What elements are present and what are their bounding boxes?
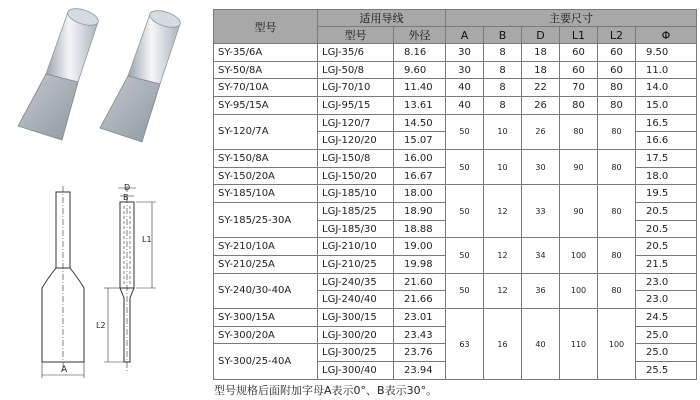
phi-cell: 16.5 [636,114,697,132]
dim-label-b: B [123,193,129,202]
dim-label-d: D [124,183,131,192]
model-cell: SY-185/25-30A [214,203,318,238]
dim-d-cell: 18 [522,44,560,62]
dim-l1-cell: 100 [560,238,598,273]
outer-diameter-cell: 23.76 [394,344,446,362]
dim-label-a: A [61,365,68,375]
dim-a-cell: 50 [446,238,484,273]
conductor-model-cell: LGJ-185/25 [318,203,394,221]
dim-b-cell: 12 [484,185,522,238]
dim-b-cell: 8 [484,61,522,79]
dim-b-cell: 12 [484,273,522,308]
dim-a-cell: 50 [446,150,484,185]
model-cell: SY-150/8A [214,150,318,168]
dim-l2-cell: 80 [598,97,636,115]
table-row [214,238,697,256]
model-cell: SY-300/15A [214,309,318,327]
header-model: 型号 [214,10,318,44]
dim-d-cell: 30 [522,150,560,185]
phi-cell: 20.5 [636,203,697,221]
model-cell: SY-300/25-40A [214,344,318,380]
conductor-model-cell: LGJ-95/15 [318,97,394,115]
phi-cell: 20.5 [636,220,697,238]
header-dims-group: 主要尺寸 [446,10,697,27]
conductor-model-cell: LGJ-240/40 [318,291,394,309]
phi-cell: 25.0 [636,344,697,362]
phi-cell: 23.0 [636,291,697,309]
spec-table [213,9,697,380]
dim-a-cell: 30 [446,44,484,62]
conductor-model-cell: LGJ-120/7 [318,114,394,132]
dim-a-cell: 40 [446,97,484,115]
conductor-model-cell: LGJ-210/10 [318,238,394,256]
dim-l2-cell: 80 [598,79,636,97]
model-cell: SY-95/15A [214,97,318,115]
phi-cell: 24.5 [636,309,697,327]
lug-photo-right [100,7,182,142]
phi-cell: 18.0 [636,167,697,185]
conductor-model-cell: LGJ-300/25 [318,344,394,362]
header-d: D [522,27,560,44]
dim-l2-cell: 80 [598,185,636,238]
footnote: 型号规格后面附加字母A表示0°、B表示30°。 [214,384,438,397]
dim-b-cell: 12 [484,238,522,273]
technical-drawing [0,178,210,400]
front-view [42,186,84,378]
phi-cell: 16.6 [636,132,697,150]
model-cell: SY-300/20A [214,326,318,344]
conductor-model-cell: LGJ-150/20 [318,167,394,185]
outer-diameter-cell: 18.00 [394,185,446,203]
dim-l2-cell: 80 [598,273,636,308]
dim-l2-cell: 80 [598,114,636,149]
table-row [214,79,697,97]
outer-diameter-cell: 19.98 [394,256,446,274]
model-cell: SY-50/8A [214,61,318,79]
dim-b-cell: 10 [484,150,522,185]
dim-a-cell: 63 [446,309,484,380]
conductor-model-cell: LGJ-50/8 [318,61,394,79]
phi-cell: 20.5 [636,238,697,256]
outer-diameter-cell: 9.60 [394,61,446,79]
dim-d-cell: 22 [522,79,560,97]
dim-b-cell: 10 [484,114,522,149]
header-conductor-model: 型号 [318,27,394,44]
side-view [104,186,156,372]
header-a: A [446,27,484,44]
conductor-model-cell: LGJ-210/25 [318,256,394,274]
outer-diameter-cell: 21.66 [394,291,446,309]
phi-cell: 19.5 [636,185,697,203]
header-conductor-group: 适用导线 [318,10,446,27]
conductor-model-cell: LGJ-70/10 [318,79,394,97]
dim-label-l2: L2 [96,321,106,330]
phi-cell: 17.5 [636,150,697,168]
outer-diameter-cell: 23.01 [394,309,446,327]
dim-b-cell: 16 [484,309,522,380]
dim-a-cell: 50 [446,273,484,308]
table-row [214,44,697,62]
dim-l2-cell: 60 [598,61,636,79]
dim-l1-cell: 60 [560,61,598,79]
phi-cell: 21.5 [636,256,697,274]
model-cell: SY-210/10A [214,238,318,256]
table-row [214,114,697,132]
phi-cell: 23.0 [636,273,697,291]
model-cell: SY-35/6A [214,44,318,62]
dim-a-cell: 30 [446,61,484,79]
outer-diameter-cell: 18.88 [394,220,446,238]
phi-cell: 15.0 [636,97,697,115]
phi-cell: 25.5 [636,362,697,380]
model-cell: SY-210/25A [214,256,318,274]
outer-diameter-cell: 23.43 [394,326,446,344]
product-photo [0,0,210,175]
dim-l1-cell: 60 [560,44,598,62]
dim-b-cell: 8 [484,79,522,97]
outer-diameter-cell: 13.61 [394,97,446,115]
dim-b-cell: 8 [484,44,522,62]
dim-l1-cell: 70 [560,79,598,97]
header-l2: L2 [598,27,636,44]
dim-l1-cell: 90 [560,150,598,185]
dim-l2-cell: 60 [598,44,636,62]
dim-d-cell: 34 [522,238,560,273]
model-cell: SY-240/30-40A [214,273,318,308]
outer-diameter-cell: 15.07 [394,132,446,150]
dim-d-cell: 36 [522,273,560,308]
table-row [214,150,697,168]
phi-cell: 14.0 [636,79,697,97]
dim-d-cell: 26 [522,97,560,115]
conductor-model-cell: LGJ-300/15 [318,309,394,327]
header-outer-diameter: 外径 [394,27,446,44]
outer-diameter-cell: 23.94 [394,362,446,380]
dim-l1-cell: 80 [560,97,598,115]
header-l1: L1 [560,27,598,44]
conductor-model-cell: LGJ-185/30 [318,220,394,238]
dim-label-l1: L1 [142,235,152,244]
phi-cell: 25.0 [636,326,697,344]
conductor-model-cell: LGJ-240/35 [318,273,394,291]
phi-cell: 9.50 [636,44,697,62]
dim-a-cell: 40 [446,79,484,97]
dim-d-cell: 26 [522,114,560,149]
table-row [214,273,697,291]
header-b: B [484,27,522,44]
dim-a-cell: 50 [446,185,484,238]
conductor-model-cell: LGJ-300/20 [318,326,394,344]
dim-l1-cell: 90 [560,185,598,238]
conductor-model-cell: LGJ-120/20 [318,132,394,150]
conductor-model-cell: LGJ-150/8 [318,150,394,168]
phi-cell: 11.0 [636,61,697,79]
dim-a-cell: 50 [446,114,484,149]
table-row [214,61,697,79]
header-phi: Φ [636,27,697,44]
outer-diameter-cell: 8.16 [394,44,446,62]
outer-diameter-cell: 14.50 [394,114,446,132]
dim-l2-cell: 80 [598,238,636,273]
lug-photo-left [18,5,100,140]
table-row [214,97,697,115]
dim-d-cell: 40 [522,309,560,380]
model-cell: SY-70/10A [214,79,318,97]
dim-l2-cell: 80 [598,150,636,185]
dim-l1-cell: 110 [560,309,598,380]
model-cell: SY-120/7A [214,114,318,149]
dim-d-cell: 18 [522,61,560,79]
outer-diameter-cell: 21.60 [394,273,446,291]
outer-diameter-cell: 11.40 [394,79,446,97]
dim-l2-cell: 100 [598,309,636,380]
spec-table-body [214,44,697,380]
dim-d-cell: 33 [522,185,560,238]
table-row [214,309,697,327]
model-cell: SY-150/20A [214,167,318,185]
model-cell: SY-185/10A [214,185,318,203]
conductor-model-cell: LGJ-300/40 [318,362,394,380]
dim-b-cell: 8 [484,97,522,115]
outer-diameter-cell: 16.67 [394,167,446,185]
outer-diameter-cell: 16.00 [394,150,446,168]
outer-diameter-cell: 19.00 [394,238,446,256]
conductor-model-cell: LGJ-35/6 [318,44,394,62]
dim-l1-cell: 80 [560,114,598,149]
table-row [214,185,697,203]
conductor-model-cell: LGJ-185/10 [318,185,394,203]
dim-l1-cell: 100 [560,273,598,308]
outer-diameter-cell: 18.90 [394,203,446,221]
header-row-1 [214,10,697,27]
